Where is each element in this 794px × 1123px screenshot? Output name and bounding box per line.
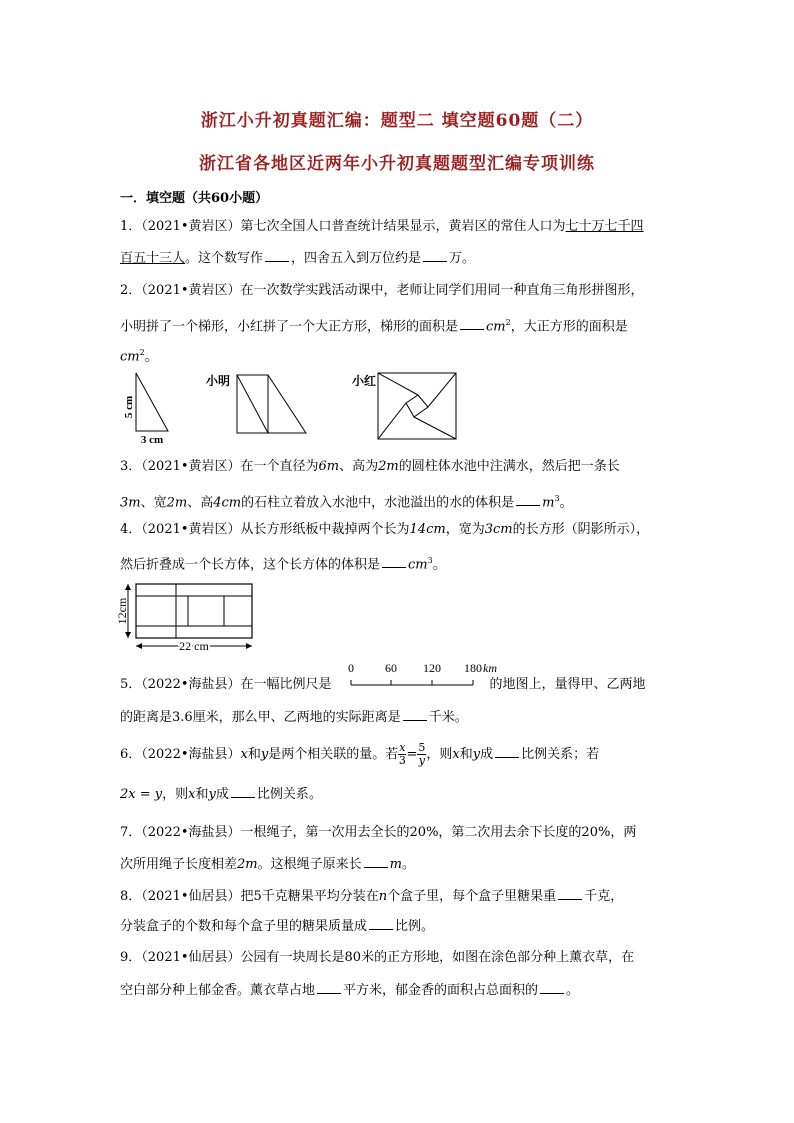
answer-blank[interactable]	[369, 917, 393, 930]
question-3-line-1: 3．（2021•黄岩区）在一个直径为6m、高为2m的圆柱体水池中注满水，然后把一条长	[120, 459, 620, 474]
question-4-line-1: 4．（2021•黄岩区）从长方形纸板中裁掉两个长为14cm，宽为3cm的长方形（阴影所示），	[120, 522, 650, 537]
cardboard-width-label: 22 cm	[179, 639, 209, 653]
trapezoid	[237, 375, 306, 433]
answer-blank[interactable]	[516, 493, 540, 506]
question-2-line-3: $cm^2$。	[120, 348, 158, 365]
right-triangle	[136, 373, 168, 431]
answer-blank[interactable]	[423, 249, 447, 262]
question-7-line-2: 次所用绳子长度相差2m。这根绳子原来长 m。	[120, 857, 415, 872]
question-1-line-1: 1．（2021•黄岩区）第七次全国人口普查统计结果显示，黄岩区的常住人口为七十万七千四	[120, 219, 644, 234]
cardboard-rect	[136, 584, 252, 638]
question-5-line-2: 的距离是3.6厘米，那么甲、乙两地的实际距离是 千米。	[120, 710, 468, 725]
cardboard-height-label: 12cm	[115, 597, 129, 625]
answer-blank[interactable]	[460, 317, 484, 330]
question-5-line-1: 5．（2022•海盐县）在一幅比例尺是 的地图上，量得甲、乙两地	[120, 677, 646, 692]
svg-text:60: 60	[385, 661, 397, 675]
question-2-figure	[118, 365, 478, 450]
big-square	[378, 373, 456, 439]
map-scale-bar	[345, 660, 505, 690]
xiaoming-label: 小明	[206, 374, 231, 388]
question-3-line-2: 3m、宽2m、高4cm的石柱立着放入水池中，水池溢出的水的体积是 $m^3$。	[120, 494, 573, 511]
answer-blank[interactable]	[364, 855, 388, 868]
question-2-line-2: 小明拼了一个梯形，小红拼了一个大正方形，梯形的面积是 $cm^2$，大正方形的面积是	[120, 318, 628, 335]
triangle-height-label: 5 cm	[123, 395, 135, 419]
section-heading: 一．填空题（共60小题）	[120, 191, 269, 206]
question-2-line-1: 2．（2021•黄岩区）在一次数学实践活动课中，老师让同学们用同一种直角三角形拼图形，	[120, 283, 644, 298]
question-1-line-2: 百五十三人。这个数写作 ，四舍五入到万位约是 万。	[120, 251, 476, 266]
answer-blank[interactable]	[265, 249, 289, 262]
question-9-line-2: 空白部分种上郁金香。薰衣草占地 平方米，郁金香的面积占总面积的 。	[120, 983, 580, 998]
question-4-figure	[115, 578, 258, 656]
svg-text:0: 0	[348, 661, 354, 675]
question-7-line-1: 7．（2022•海盐县）一根绳子，第一次用去全长的20%，第二次用去余下长度的20%，两	[120, 825, 637, 840]
answer-blank[interactable]	[495, 745, 519, 758]
page-subtitle: 浙江省各地区近两年小升初真题题型汇编专项训练	[199, 154, 595, 174]
page-title: 浙江小升初真题汇编：题型二 填空题60题（二）	[200, 111, 594, 131]
fraction-x-over-3: $\frac{x}{3}$	[398, 741, 406, 767]
svg-text:120: 120	[423, 661, 441, 675]
svg-text:km: km	[483, 661, 497, 675]
answer-blank[interactable]	[382, 555, 406, 568]
triangle-width-label: 3 cm	[140, 434, 164, 446]
question-8-line-2: 分装盒子的个数和每个盒子里的糖果质量成 比例。	[120, 919, 435, 934]
answer-blank[interactable]	[403, 708, 427, 721]
question-6-line-1: 6．（2022•海盐县）x和y是两个相关联的量。若 $\frac{x}{3}$ = $\frac{5}{y}$ ，则x和y成 比例关系；若	[120, 741, 600, 767]
question-8-line-1: 8．（2021•仙居县）把5千克糖果平均分装在n个盒子里，每个盒子里糖果重 千克，	[120, 889, 624, 904]
answer-blank[interactable]	[317, 981, 341, 994]
fraction-5-over-y: $\frac{5}{y}$	[418, 741, 426, 767]
answer-blank[interactable]	[540, 981, 564, 994]
question-9-line-1: 9．（2021•仙居县）公园有一块周长是80米的正方形地，如图在涂色部分种上薰衣草，在	[120, 950, 635, 965]
xiaohong-label: 小红	[352, 374, 377, 388]
svg-text:180: 180	[464, 661, 482, 675]
question-6-line-2: 2x = y，则x和y成 比例关系。	[120, 787, 322, 802]
question-4-line-2: 然后折叠成一个长方体，这个长方体的体积是 $cm^3$。	[120, 556, 446, 573]
answer-blank[interactable]	[558, 887, 582, 900]
answer-blank[interactable]	[231, 785, 255, 798]
